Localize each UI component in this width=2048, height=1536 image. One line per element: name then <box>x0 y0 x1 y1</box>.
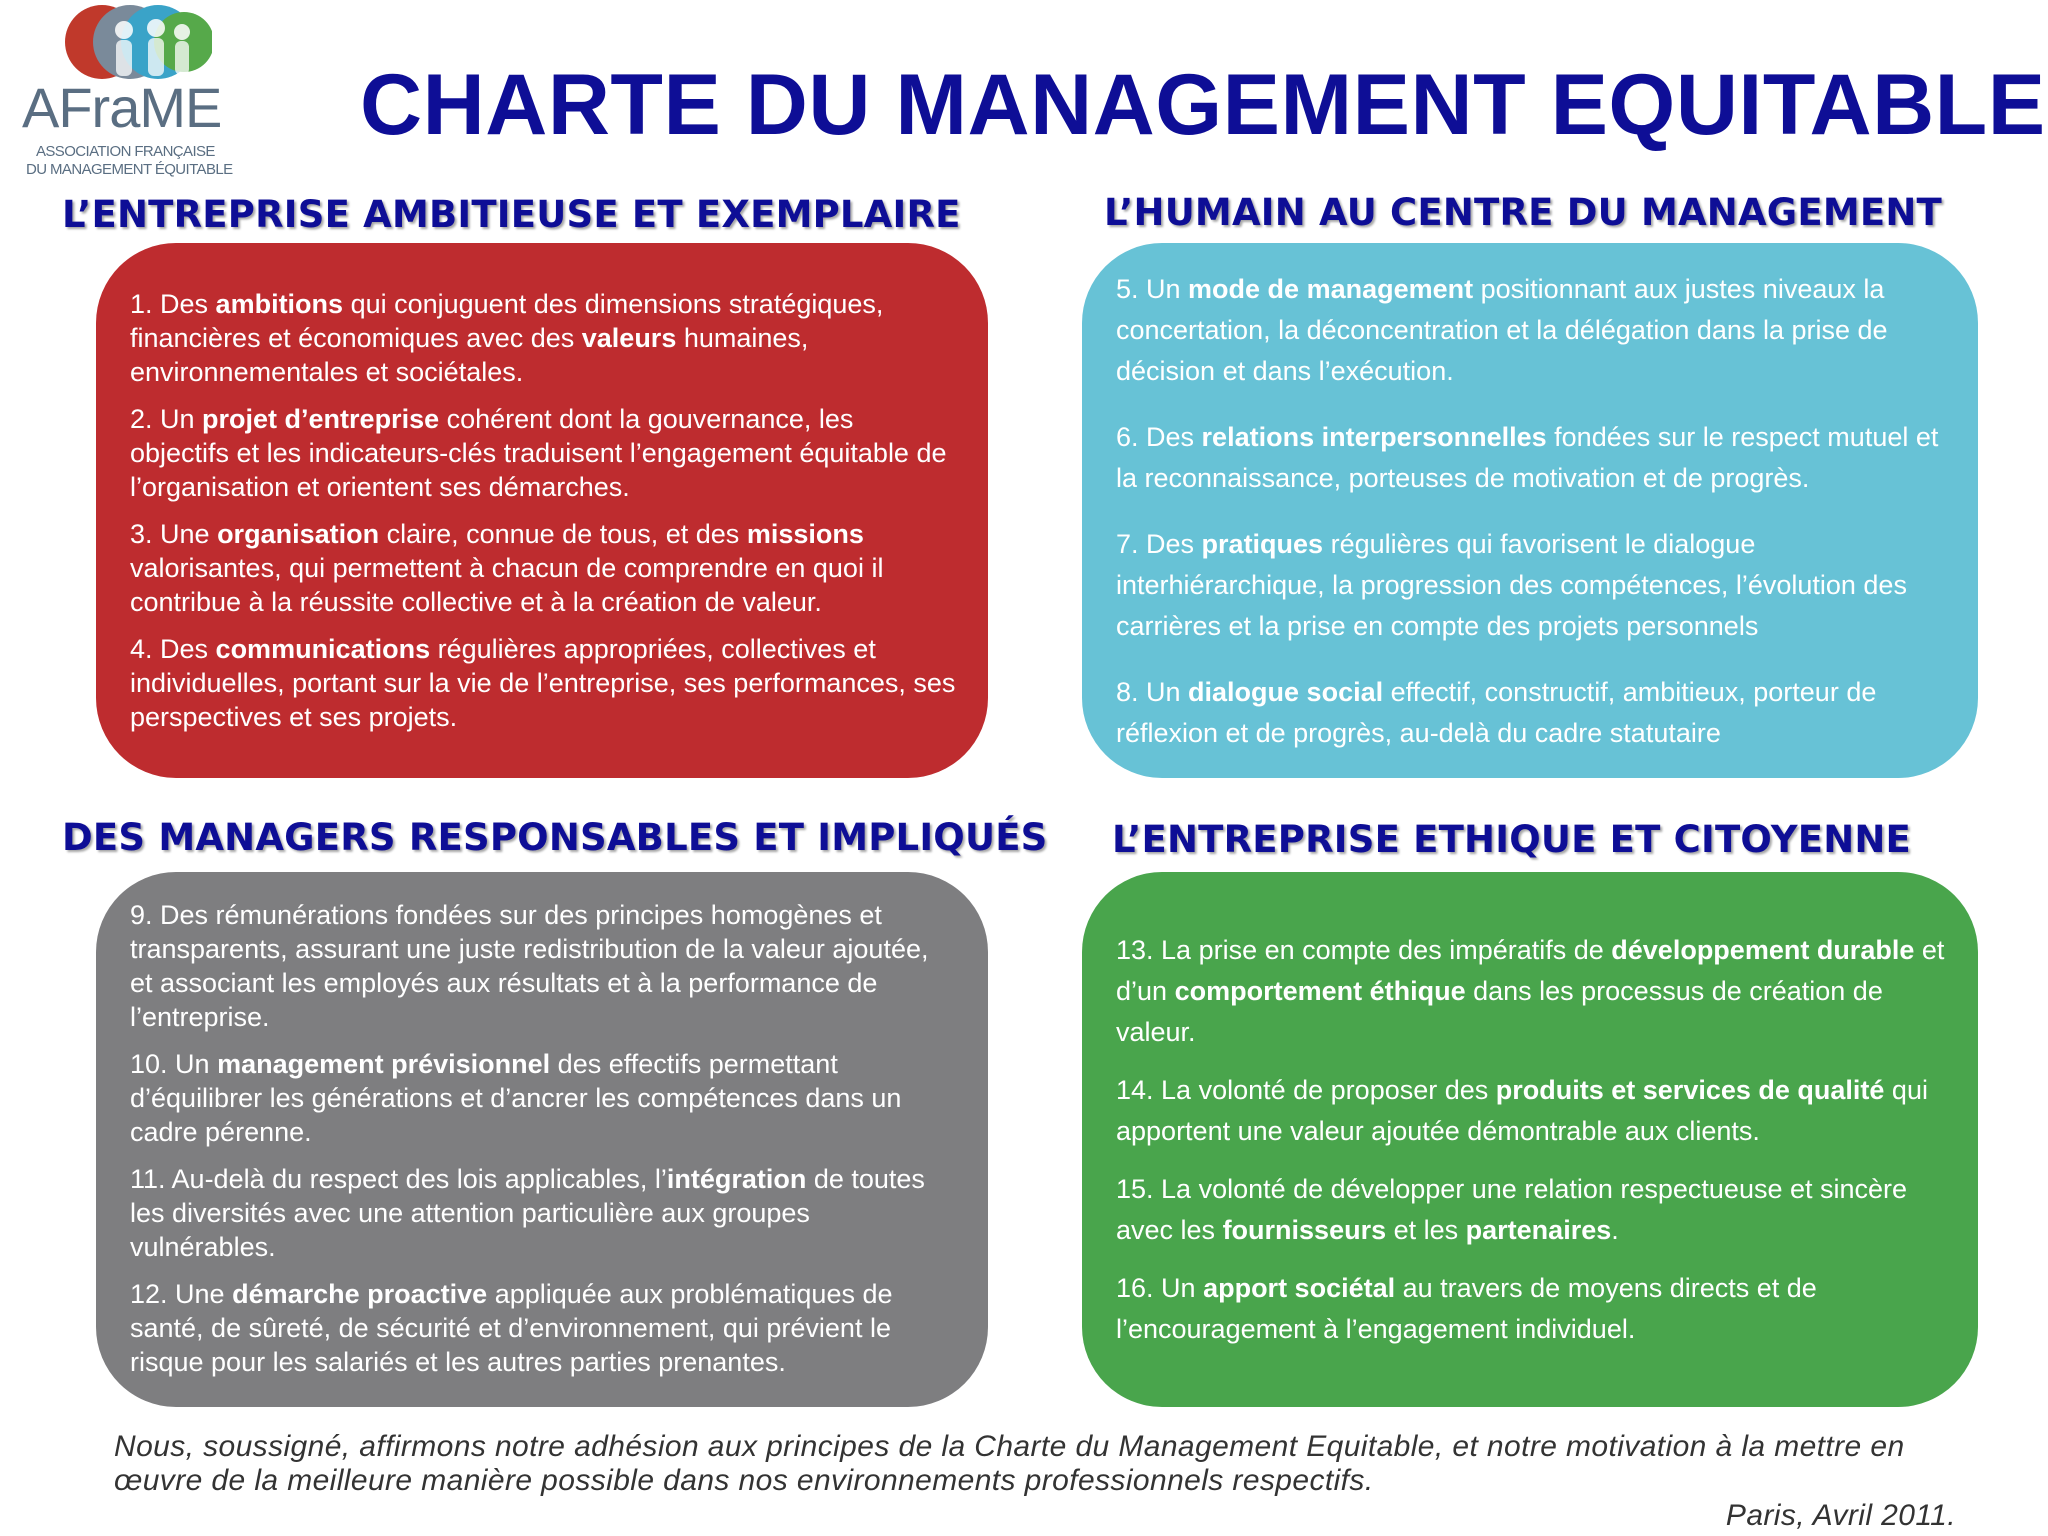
section-box-humain <box>1082 243 1978 778</box>
signature-date: Paris, Avril 2011. <box>1725 1499 1956 1532</box>
pledge-statement: Nous, soussigné, affirmons notre adhésion aux principes de la Charte du Management Equitable, et notre motivation à la mettre en œuvre de la meilleure manière possible dans nos environnements professionnels respectifs. <box>114 1430 1905 1497</box>
charter-item-12: 12. Une démarche proactive appliquée aux problématiques de santé, de sûreté, de sécurité et d’environnement, qui prévient le risque pour les salariés et les autres parties prenantes. <box>130 1279 893 1377</box>
charter-item-9: 9. Des rémunérations fondées sur des principes homogènes et transparents, assurant une juste redistribution de la valeur ajoutée, et associant les employés aux résultats et à la performance de l’entreprise. <box>130 900 929 1032</box>
charter-item-1: 1. Des ambitions qui conjuguent des dimensions stratégiques, financières et économiques avec des valeurs humaines, environnementales et sociétales. <box>130 289 884 387</box>
charter-item-15: 15. La volonté de développer une relation respectueuse et sincère avec les fournisseurs et les partenaires. <box>1116 1174 1908 1245</box>
section-box-managers <box>96 872 988 1407</box>
section-title-humain: L’HUMAIN AU CENTRE DU MANAGEMENT <box>1104 191 1942 234</box>
section-title-ethique: L’ENTREPRISE ETHIQUE ET CITOYENNE <box>1112 818 1912 861</box>
page-title: CHARTE DU MANAGEMENT EQUITABLE <box>360 57 2046 153</box>
section-box-ethique <box>1082 872 1978 1407</box>
section-title-ambitieuse: L’ENTREPRISE AMBITIEUSE ET EXEMPLAIRE <box>62 193 961 236</box>
logo-subtitle-line1: ASSOCIATION FRANÇAISE <box>36 143 215 160</box>
section-box-ambitieuse <box>96 243 988 778</box>
charter-item-7: 7. Des pratiques régulières qui favorisent le dialogue interhiérarchique, la progression des compétences, l’évolution des carrières et la prise en compte des projets personnels <box>1116 529 1907 641</box>
charter-item-13: 13. La prise en compte des impératifs de développement durable et d’un comportement éthique dans les processus de création de valeur. <box>1116 935 1945 1047</box>
charter-item-5: 5. Un mode de management positionnant aux justes niveaux la concertation, la déconcentration et la délégation dans la prise de décision et dans l’exécution. <box>1116 274 1888 386</box>
charter-item-2: 2. Un projet d’entreprise cohérent dont la gouvernance, les objectifs et les indicateurs-clés traduisent l’engagement équitable de l’organisation et orientent ses démarches. <box>130 404 947 502</box>
charter-item-14: 14. La volonté de proposer des produits et services de qualité qui apportent une valeur ajoutée démontrable aux clients. <box>1116 1075 1928 1146</box>
charter-item-8: 8. Un dialogue social effectif, constructif, ambitieux, porteur de réflexion et de progrès, au-delà du cadre statutaire <box>1116 677 1877 748</box>
aframe-logo <box>22 0 232 180</box>
charter-item-6: 6. Des relations interpersonnelles fondées sur le respect mutuel et la reconnaissance, porteuses de motivation et de progrès. <box>1116 422 1939 493</box>
section-title-managers: DES MANAGERS RESPONSABLES ET IMPLIQUÉS <box>62 816 1048 859</box>
charter-item-4: 4. Des communications régulières appropriées, collectives et individuelles, portant sur la vie de l’entreprise, ses performances, ses perspectives et ses projets. <box>130 634 956 732</box>
logo-wordmark: AFraME <box>22 76 222 139</box>
charter-item-11: 11. Au-delà du respect des lois applicables, l’intégration de toutes les diversités avec une attention particulière aux groupes vulnérables. <box>130 1164 925 1262</box>
charter-item-16: 16. Un apport sociétal au travers de moyens directs et de l’encouragement à l’engagement individuel. <box>1116 1273 1817 1344</box>
charter-item-3: 3. Une organisation claire, connue de tous, et des missions valorisantes, qui permettent à chacun de comprendre en quoi il contribue à la réussite collective et à la création de valeur. <box>130 519 884 617</box>
charter-item-10: 10. Un management prévisionnel des effectifs permettant d’équilibrer les générations et d’ancrer les compétences dans un cadre pérenne. <box>130 1049 902 1147</box>
logo-subtitle-line2: DU MANAGEMENT ÉQUITABLE <box>26 161 233 178</box>
people-circles-icon <box>52 0 212 82</box>
